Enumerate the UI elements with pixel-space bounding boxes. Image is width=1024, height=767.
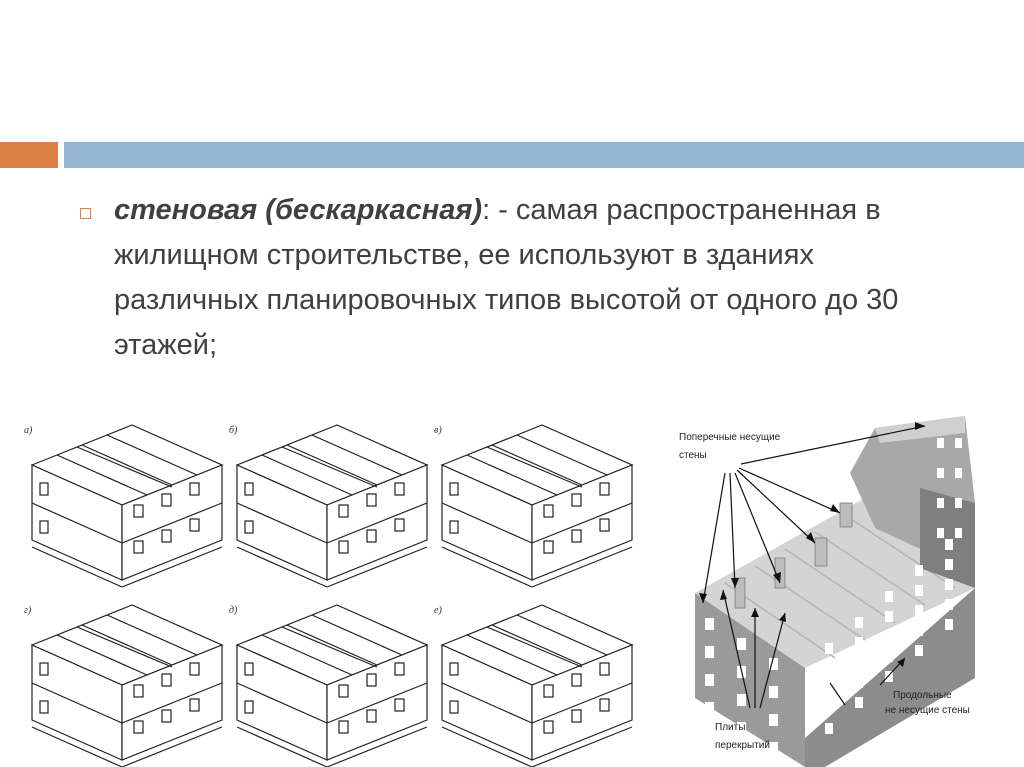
scheme-label-6: е) bbox=[434, 605, 442, 616]
label-long-walls-line2: не несущие стены bbox=[885, 705, 970, 716]
scheme-6 bbox=[434, 605, 632, 767]
scheme-label-4: г) bbox=[24, 605, 32, 616]
scheme-1 bbox=[24, 425, 222, 587]
scheme-5 bbox=[229, 605, 427, 767]
scheme-3 bbox=[434, 425, 632, 587]
scheme-label-3: в) bbox=[434, 425, 442, 436]
bullet-text bbox=[114, 188, 960, 368]
scheme-2 bbox=[229, 425, 427, 587]
scheme-label-2: б) bbox=[229, 425, 238, 436]
scheme-label-1: а) bbox=[24, 425, 33, 436]
label-long-walls-line1: Продольные bbox=[893, 690, 952, 701]
title-bar bbox=[64, 142, 1024, 168]
square-bullet-icon bbox=[80, 208, 91, 219]
label-slabs-line1: Плиты bbox=[715, 722, 746, 733]
scheme-label-5: д) bbox=[229, 605, 238, 616]
building-svg bbox=[675, 408, 1020, 767]
label-cross-walls-line2: стены bbox=[679, 450, 707, 461]
label-cross-walls-line1: Поперечные несущие bbox=[679, 432, 781, 443]
scheme-4 bbox=[24, 605, 222, 767]
bullet-description: : - самая распространенная в жилищном строительстве, ее используют в зданиях различных планировочных типов высотой от одного до 30 этажей; bbox=[114, 194, 899, 361]
bullet-term: стеновая (бескаркасная) bbox=[114, 194, 483, 226]
structural-schemes-svg bbox=[12, 405, 642, 767]
structural-schemes-figure bbox=[12, 405, 642, 767]
label-slabs-line2: перекрытий bbox=[715, 740, 770, 751]
bullet-item bbox=[80, 188, 960, 368]
title-accent-bar bbox=[0, 142, 58, 168]
building-figure bbox=[675, 408, 1020, 767]
